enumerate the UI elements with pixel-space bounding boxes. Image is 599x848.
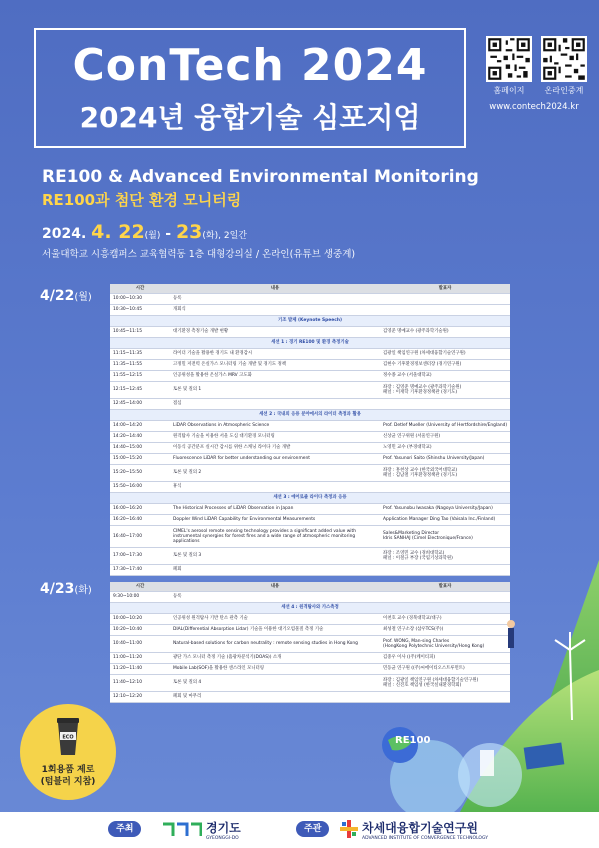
day2-label	[40, 580, 92, 600]
cell-content: DIAL(Differential Absorption Lidar) 기술을 이용한 대기오염물질 측정 기술	[170, 624, 380, 635]
table-row	[110, 464, 510, 481]
cell-speaker: Application Manager Ding Tao (Vaisala Inc./Finland)	[380, 514, 510, 525]
eco-line1: 1회용품 제로	[41, 765, 95, 775]
event-date	[42, 222, 247, 246]
session-header-row	[110, 409, 510, 420]
cell-time: 12:15~12:45	[110, 381, 170, 398]
cell-speaker: 신상균 연구위원 (서울연구원)	[380, 431, 510, 442]
cell-time: 16:20~16:40	[110, 514, 170, 525]
header-speaker: 발표자	[380, 284, 510, 293]
cell-time: 15:00~15:20	[110, 453, 170, 464]
date-separator: -	[160, 226, 176, 242]
title-box	[34, 28, 466, 148]
table-row	[110, 481, 510, 492]
cell-content: CIMEL's aerosol remote sensing technology provides a significant added value with instrumental synergies for forest fires and a wide range of atmospheric monitoring applications	[170, 525, 380, 547]
cell-content: 개회식	[170, 304, 380, 315]
cell-content: 토론 및 질의 3	[170, 547, 380, 564]
event-title-korean: 2024년 융합기술 심포지엄	[79, 101, 421, 134]
subtitle-english: RE100 & Advanced Environmental Monitoring	[42, 167, 479, 187]
cell-time: 11:15~11:35	[110, 348, 170, 359]
cell-time: 12:10~12:20	[110, 691, 170, 702]
cell-content: Doppler Wind LiDAR Capability for Environmental Measurements	[170, 514, 380, 525]
cell-time: 10:30~10:45	[110, 304, 170, 315]
date-day1-dow: (월)	[144, 231, 161, 241]
cell-content: 토론 및 질의 1	[170, 381, 380, 398]
cell-content: 토론 및 질의 4	[170, 674, 380, 691]
cell-speaker	[380, 293, 510, 304]
session-title: 세션 2 : 국내외 응용 분야에서의 라이더 측정과 활용	[110, 409, 510, 420]
gyeonggi-logo-icon	[162, 822, 202, 838]
cell-content: Mobile Lab(SOF)을 활용한 센스라인 모니터링	[170, 663, 380, 674]
cell-time: 15:20~15:50	[110, 464, 170, 481]
cell-speaker: 좌장 : 김영준 명예교수 (광주과학기술원) 패널 : 이재학 기후환경정책관 (경기도)	[380, 381, 510, 398]
qr-homepage[interactable]	[486, 36, 532, 96]
date-day2-dow: (화)	[202, 231, 219, 241]
qr-code-icon	[541, 36, 587, 82]
cell-time: 12:45~14:00	[110, 398, 170, 409]
cell-content: 이동식 공간분포 실시간 감시를 위한 스캐닝 라이다 기술 개발	[170, 442, 380, 453]
cell-time: 15:50~16:00	[110, 481, 170, 492]
table-row	[110, 503, 510, 514]
qr-code-icon	[486, 36, 532, 82]
date-year: 2024.	[42, 226, 87, 242]
host-subname: GYEONGGI-DO	[206, 836, 239, 841]
cell-content: 라이더 기술을 활용한 경기도 내 환경감시	[170, 348, 380, 359]
cell-content: 점심	[170, 398, 380, 409]
website-url[interactable]: www.contech2024.kr	[489, 102, 579, 112]
cell-content: 휴식	[170, 481, 380, 492]
eco-badge	[20, 704, 116, 800]
session-header-row	[110, 315, 510, 326]
eco-line2: (텀블러 지참)	[40, 777, 96, 787]
table-header-row	[110, 284, 510, 293]
cell-content: 고정밀 저전력 온실가스 모니터링 기술 개발 및 경기도 정책	[170, 359, 380, 370]
table-row	[110, 326, 510, 337]
cell-time: 11:00~11:20	[110, 652, 170, 663]
header-time: 시간	[110, 284, 170, 293]
footer	[0, 812, 599, 848]
cell-speaker: 이천호 교수 (경북대학교/대구)	[380, 613, 510, 624]
session-title: 기조 발제 (Keynote Speech)	[110, 315, 510, 326]
cell-content: 폐회 및 마무리	[170, 691, 380, 702]
cell-time: 11:35~11:55	[110, 359, 170, 370]
cell-content: 등록	[170, 293, 380, 304]
table-row	[110, 381, 510, 398]
cell-speaker: 노영민 교수 (부경대학교)	[380, 442, 510, 453]
day1-dow: (월)	[74, 292, 92, 303]
cell-time: 10:00~10:20	[110, 613, 170, 624]
person-head-icon	[507, 620, 515, 628]
cell-time: 10:20~10:40	[110, 624, 170, 635]
cell-speaker: 좌장 : 김광일 책임연구원 (차세대융합기술연구원) 패널 : 신진호 책임성 (한국실내환경학회)	[380, 674, 510, 691]
table-row	[110, 442, 510, 453]
qr-homepage-label: 홈페이지	[493, 86, 525, 95]
cell-content: Natural-based solutions for carbon neutrality : remote sensing studies in Hong Kong	[170, 635, 380, 652]
cell-speaker: Prof. Yasunobu Iwasaka (Nagoya University/Japan)	[380, 503, 510, 514]
cell-content: Fluorescence LiDAR for better understanding our environment	[170, 453, 380, 464]
decorative-illustration	[370, 520, 599, 812]
table-row	[110, 398, 510, 409]
date-day1: 4. 22	[91, 221, 145, 243]
cell-content: 등록	[170, 591, 380, 602]
header-time: 시간	[110, 582, 170, 591]
cell-time: 9:30~10:00	[110, 591, 170, 602]
cell-time: 16:00~16:20	[110, 503, 170, 514]
tumbler-label: ECO	[62, 734, 74, 741]
table-row	[110, 359, 510, 370]
day2-dow: (화)	[74, 585, 92, 596]
cell-time: 10:40~11:00	[110, 635, 170, 652]
cell-speaker	[380, 398, 510, 409]
institute-logo-icon	[340, 820, 358, 838]
cell-speaker	[380, 304, 510, 315]
cell-time: 16:40~17:00	[110, 525, 170, 547]
cell-speaker: 정수종 교수 (서울대학교)	[380, 370, 510, 381]
table-row	[110, 431, 510, 442]
host-name: 경기도	[206, 821, 241, 835]
cell-time: 14:40~15:00	[110, 442, 170, 453]
session-header-row	[110, 337, 510, 348]
cell-content: 폐회	[170, 564, 380, 575]
cell-time: 10:45~11:15	[110, 326, 170, 337]
host-tag: 주최	[108, 821, 141, 837]
re100-badge: RE100	[395, 735, 431, 746]
cell-speaker: Prof. Detlef Mueller (University of Hertfordshire/England)	[380, 420, 510, 431]
cell-speaker: 김현수 기후환경정보센터장 (경기연구원)	[380, 359, 510, 370]
cell-content: 인공위성을 활용한 온실가스 MRV 고도화	[170, 370, 380, 381]
header-content: 내용	[170, 284, 380, 293]
session-title: 세션 4 : 원격탐사와 가스측정	[110, 602, 510, 613]
cell-speaker: Sales&Marketing Director Idris SANHAJ (Cimel Electronique/France)	[380, 525, 510, 547]
table-row	[110, 348, 510, 359]
qr-online[interactable]	[541, 36, 587, 96]
cell-time: 14:20~14:40	[110, 431, 170, 442]
event-title: ConTech 2024	[72, 40, 428, 91]
cell-content: 토론 및 질의 2	[170, 464, 380, 481]
day1-label	[40, 287, 92, 307]
table-row	[110, 370, 510, 381]
table-row	[110, 304, 510, 315]
header-speaker: 발표자	[380, 582, 510, 591]
table-row	[110, 293, 510, 304]
cell-content: 광단 가스 모니터 측정 기술 (흡광차분석기(DOAS)) 소개	[170, 652, 380, 663]
session-title: 세션 3 : 에어로졸 라이다 측정과 응용	[110, 492, 510, 503]
cell-speaker: 민동균 연구원 ((주)씨에이티오스트루먼트)	[380, 663, 510, 674]
cell-speaker: Prof. WONG, Man-sing Charles (HongKong Polytechnic University/Hong Kong)	[380, 635, 510, 652]
cell-speaker: 김광일 책임연구원 (차세대융합기술연구원)	[380, 348, 510, 359]
cell-time: 11:55~12:15	[110, 370, 170, 381]
cell-time: 17:00~17:30	[110, 547, 170, 564]
cell-speaker: 좌장 : 조영민 교수 (경희대학교) 패널 : 이철규 부장 (국립기상과학원)	[380, 547, 510, 564]
cell-time: 14:00~14:20	[110, 420, 170, 431]
cell-speaker: 좌장 : 홍천상 교수 (한국외국어대학교) 패널 : 김남철 기후환경정책관 (경기도)	[380, 464, 510, 481]
cell-time: 11:20~11:40	[110, 663, 170, 674]
cell-speaker: 김중우 이사 ((주)케이티피)	[380, 652, 510, 663]
organizer-subname: ADVANCED INSTITUTE OF CONVERGENCE TECHNOLOGY	[362, 836, 488, 841]
session-header-row	[110, 492, 510, 503]
session-title: 세션 1 : 경기 RE100 및 환경 측정기술	[110, 337, 510, 348]
cell-speaker: 최성철 연구소장 (삼우TCS(주))	[380, 624, 510, 635]
eco-text	[20, 764, 116, 788]
cell-time: 17:30~17:40	[110, 564, 170, 575]
battery-icon	[480, 750, 494, 776]
day2-date: 4/23	[40, 581, 75, 597]
cell-speaker: 김영준 명예교수 (광주과학기술원)	[380, 326, 510, 337]
cell-time: 11:40~12:10	[110, 674, 170, 691]
subtitle-korean: RE100과 첨단 환경 모니터링	[42, 191, 242, 209]
date-duration: , 2일간	[218, 231, 247, 241]
cell-content: 인공위성 원격탐사 기반 탄소 관측 기술	[170, 613, 380, 624]
cell-content: The Historical Processes of LiDAR Observation in Japan	[170, 503, 380, 514]
organizer-tag: 주관	[296, 821, 329, 837]
qr-online-label: 온라인중계	[544, 86, 584, 95]
header-content: 내용	[170, 582, 380, 591]
organizer-name: 차세대융합기술연구원	[362, 821, 478, 835]
cell-speaker: Prof. Yasunori Saito (Shinshu University/Japan)	[380, 453, 510, 464]
person-icon	[508, 628, 514, 648]
cell-content: 대기환경 측정기술 개발 현황	[170, 326, 380, 337]
day1-date: 4/22	[40, 288, 75, 304]
venue: 서울대학교 시흥캠퍼스 교육협력동 1층 대형강의실 / 온라인(유튜브 생중계)	[42, 249, 356, 260]
cell-speaker	[380, 481, 510, 492]
tumbler-icon	[54, 718, 82, 756]
cell-content: LiDAR Observations in Atmospheric Science	[170, 420, 380, 431]
date-day2: 23	[175, 221, 203, 243]
cell-time: 10:00~10:30	[110, 293, 170, 304]
cell-content: 원격탐사 기술을 이용한 서울 도심 대기환경 모니터링	[170, 431, 380, 442]
table-row	[110, 453, 510, 464]
table-row	[110, 420, 510, 431]
